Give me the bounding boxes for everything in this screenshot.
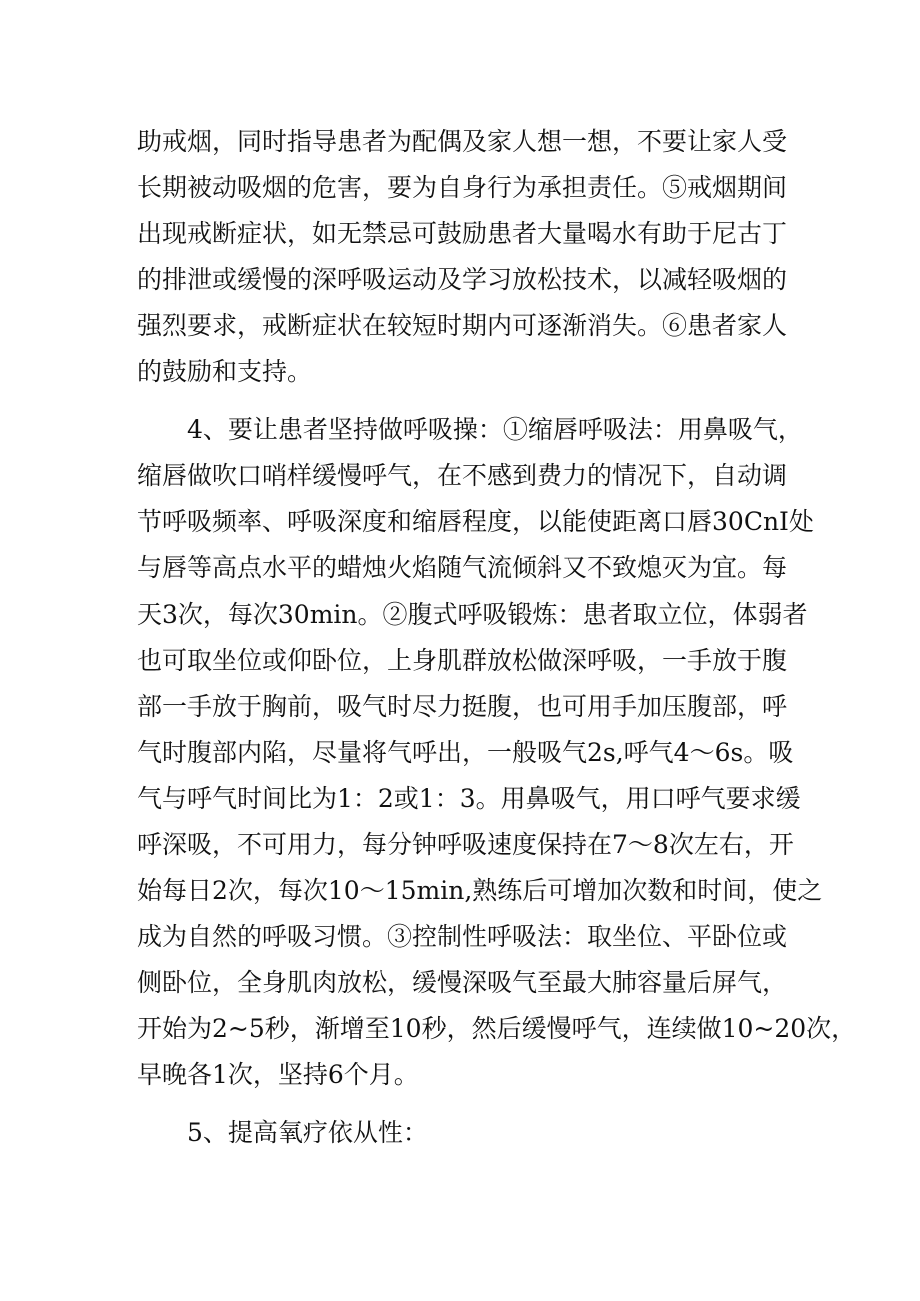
text-line: 侧卧位，全身肌肉放松，缓慢深吸气至最大肺容量后屏气， bbox=[137, 968, 788, 997]
text-line: 强烈要求，戒断症状在较短时期内可逐渐消失。⑥患者家人 bbox=[137, 311, 788, 340]
text-line: 助戒烟，同时指导患者为配偶及家人想一想，不要让家人受 bbox=[137, 127, 788, 156]
text-line: 长期被动吸烟的危害，要为自身行为承担责任。⑤戒烟期间 bbox=[137, 173, 788, 202]
text-line: 也可取坐位或仰卧位，上身肌群放松做深呼吸，一手放于腹 bbox=[137, 646, 788, 675]
section-5-heading-line: 5、提高氧疗依从性： bbox=[187, 1118, 428, 1147]
text-line: 成为自然的呼吸习惯。③控制性呼吸法：取坐位、平卧位或 bbox=[137, 922, 788, 951]
text-line: 早晚各1次，坚持6个月。 bbox=[137, 1060, 419, 1089]
text-line: 气与呼气时间比为1：2或1：3。用鼻吸气，用口呼气要求缓 bbox=[137, 784, 801, 813]
section-4-heading-line: 4、要让患者坚持做呼吸操：①缩唇呼吸法：用鼻吸气， bbox=[187, 415, 803, 444]
text-line: 缩唇做吹口哨样缓慢呼气，在不感到费力的情况下，自动调 bbox=[137, 461, 788, 490]
text-line: 呼深吸，不可用力，每分钟呼吸速度保持在7～8次左右，开 bbox=[137, 830, 794, 859]
text-line: 天3次，每次30min。②腹式呼吸锻炼：患者取立位，体弱者 bbox=[137, 600, 808, 629]
text-line: 部一手放于胸前，吸气时尽力挺腹，也可用手加压腹部，呼 bbox=[137, 692, 788, 721]
text-line: 始每日2次，每次10～15min,熟练后可增加次数和时间，使之 bbox=[137, 876, 823, 905]
text-line: 气时腹部内陷，尽量将气呼出，一般吸气2s,呼气4～6s。吸 bbox=[137, 738, 794, 767]
text-line: 开始为2~5秒，渐增至10秒，然后缓慢呼气，连续做10~20次， bbox=[137, 1014, 857, 1043]
text-line: 的排泄或缓慢的深呼吸运动及学习放松技术，以减轻吸烟的 bbox=[137, 265, 788, 294]
text-line: 出现戒断症状，如无禁忌可鼓励患者大量喝水有助于尼古丁 bbox=[137, 219, 788, 248]
text-line: 节呼吸频率、呼吸深度和缩唇程度，以能使距离口唇30CnI处 bbox=[137, 507, 814, 536]
text-line: 的鼓励和支持。 bbox=[137, 357, 313, 386]
text-line: 与唇等高点水平的蜡烛火焰随气流倾斜又不致熄灭为宜。每 bbox=[137, 553, 788, 582]
